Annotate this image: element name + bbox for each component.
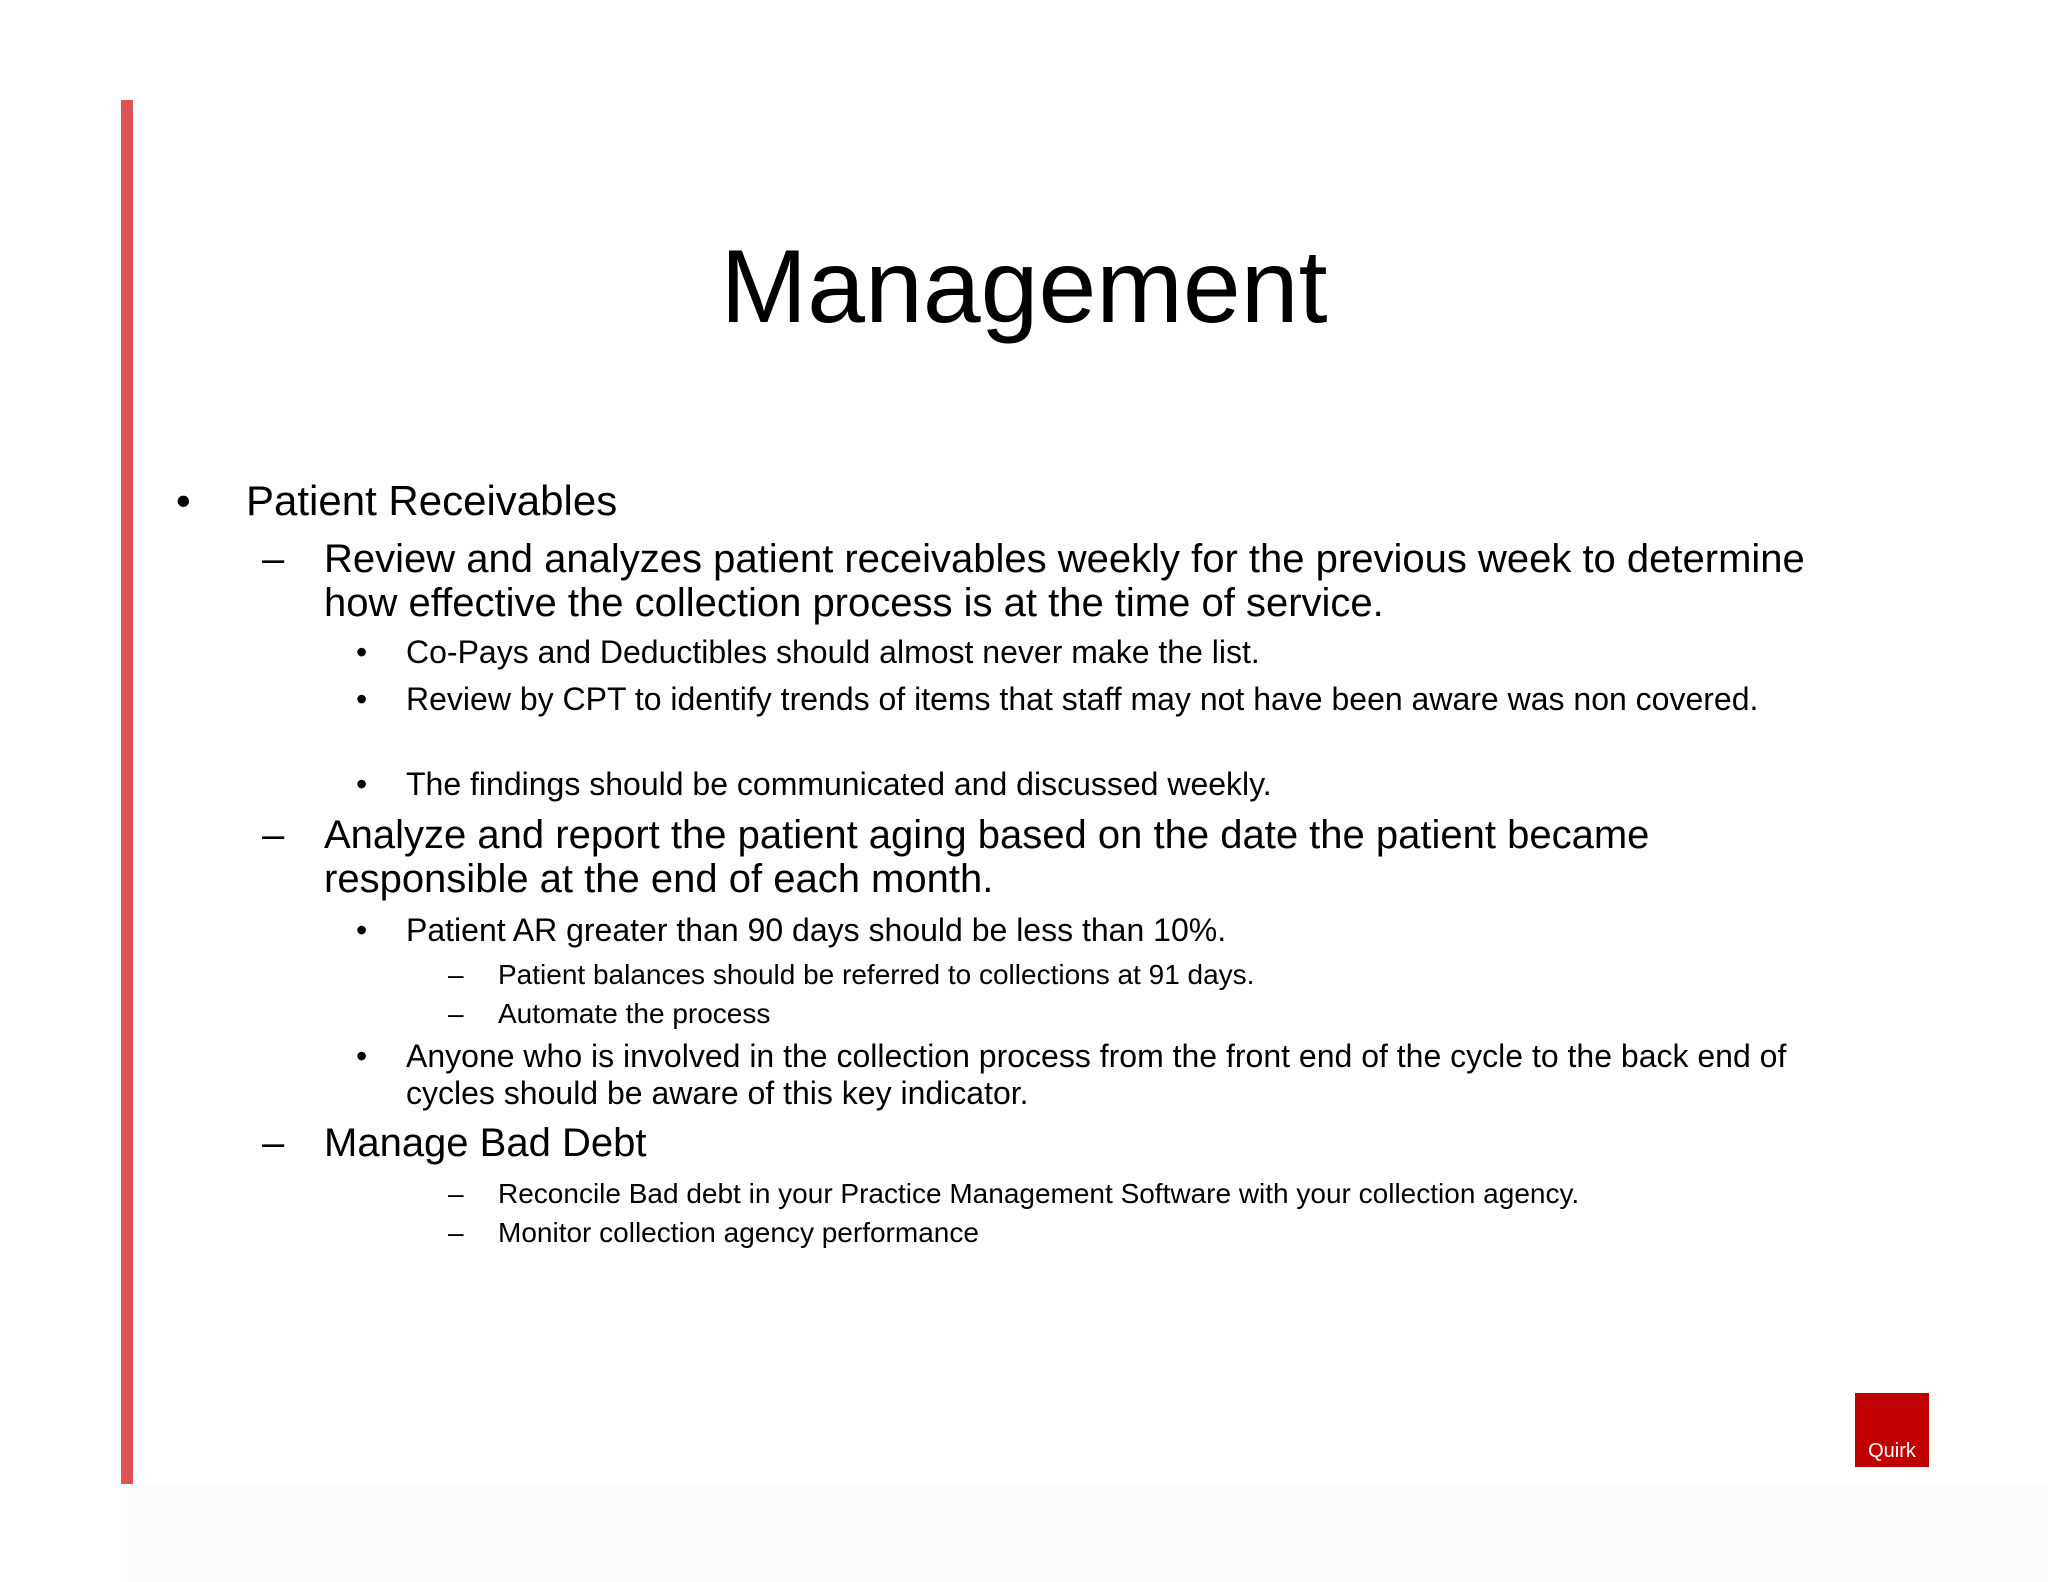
bullet-marker: • bbox=[176, 477, 191, 524]
detail-item-text: Anyone who is involved in the collection process from the front end of the cycle to the back end of cycles should be aware of this key indicator. bbox=[406, 1038, 1787, 1111]
note-item-text: Monitor collection agency performance bbox=[498, 1217, 979, 1248]
quirk-logo bbox=[1855, 1393, 1929, 1467]
dash-marker: – bbox=[262, 813, 285, 857]
sub-item-text: Review and analyzes patient receivables weekly for the previous week to determine how effective the collection process is at the time of service. bbox=[324, 537, 1805, 625]
logo-text: Quirk bbox=[1868, 1440, 1916, 1462]
bullet-marker: • bbox=[356, 1038, 368, 1074]
sub-item-text: Analyze and report the patient aging based on the date the patient became responsible at the end of each month. bbox=[324, 813, 1650, 901]
note-item bbox=[448, 996, 1898, 1032]
sub-item bbox=[262, 813, 1824, 901]
sub-item bbox=[262, 537, 1824, 625]
sub-item bbox=[262, 1121, 1824, 1165]
bullet-text: Patient Receivables bbox=[246, 477, 618, 524]
dash-marker: – bbox=[262, 1121, 285, 1165]
detail-item bbox=[356, 634, 1876, 671]
bullet-item bbox=[176, 476, 617, 526]
bullet-marker: • bbox=[356, 912, 368, 948]
note-item bbox=[448, 1215, 1898, 1251]
detail-item-text: Co-Pays and Deductibles should almost never make the list. bbox=[406, 634, 1260, 670]
dash-marker: – bbox=[448, 1178, 464, 1209]
dash-marker: – bbox=[262, 537, 285, 581]
bullet-marker: • bbox=[356, 681, 368, 717]
detail-item bbox=[356, 1038, 1876, 1112]
note-item-text: Automate the process bbox=[498, 998, 771, 1029]
slide-title: Management bbox=[720, 229, 1328, 345]
dash-marker: – bbox=[448, 998, 464, 1029]
detail-item bbox=[356, 766, 1876, 803]
sub-item-text: Manage Bad Debt bbox=[324, 1121, 647, 1165]
bullet-marker: • bbox=[356, 634, 368, 670]
bullet-marker: • bbox=[356, 766, 368, 802]
detail-item bbox=[356, 681, 1876, 718]
detail-item-text: The findings should be communicated and discussed weekly. bbox=[406, 766, 1272, 802]
dash-marker: – bbox=[448, 1217, 464, 1248]
note-item bbox=[448, 1176, 1898, 1212]
note-item bbox=[448, 957, 1898, 993]
detail-item-text: Patient AR greater than 90 days should be less than 10%. bbox=[406, 912, 1227, 948]
note-item-text: Patient balances should be referred to collections at 91 days. bbox=[498, 959, 1255, 990]
footer-band bbox=[121, 1484, 2048, 1582]
detail-item-text: Review by CPT to identify trends of items that staff may not have been aware was non covered. bbox=[406, 681, 1759, 717]
note-item-text: Reconcile Bad debt in your Practice Management Software with your collection agency. bbox=[498, 1178, 1580, 1209]
dash-marker: – bbox=[448, 959, 464, 990]
detail-item bbox=[356, 912, 1876, 949]
